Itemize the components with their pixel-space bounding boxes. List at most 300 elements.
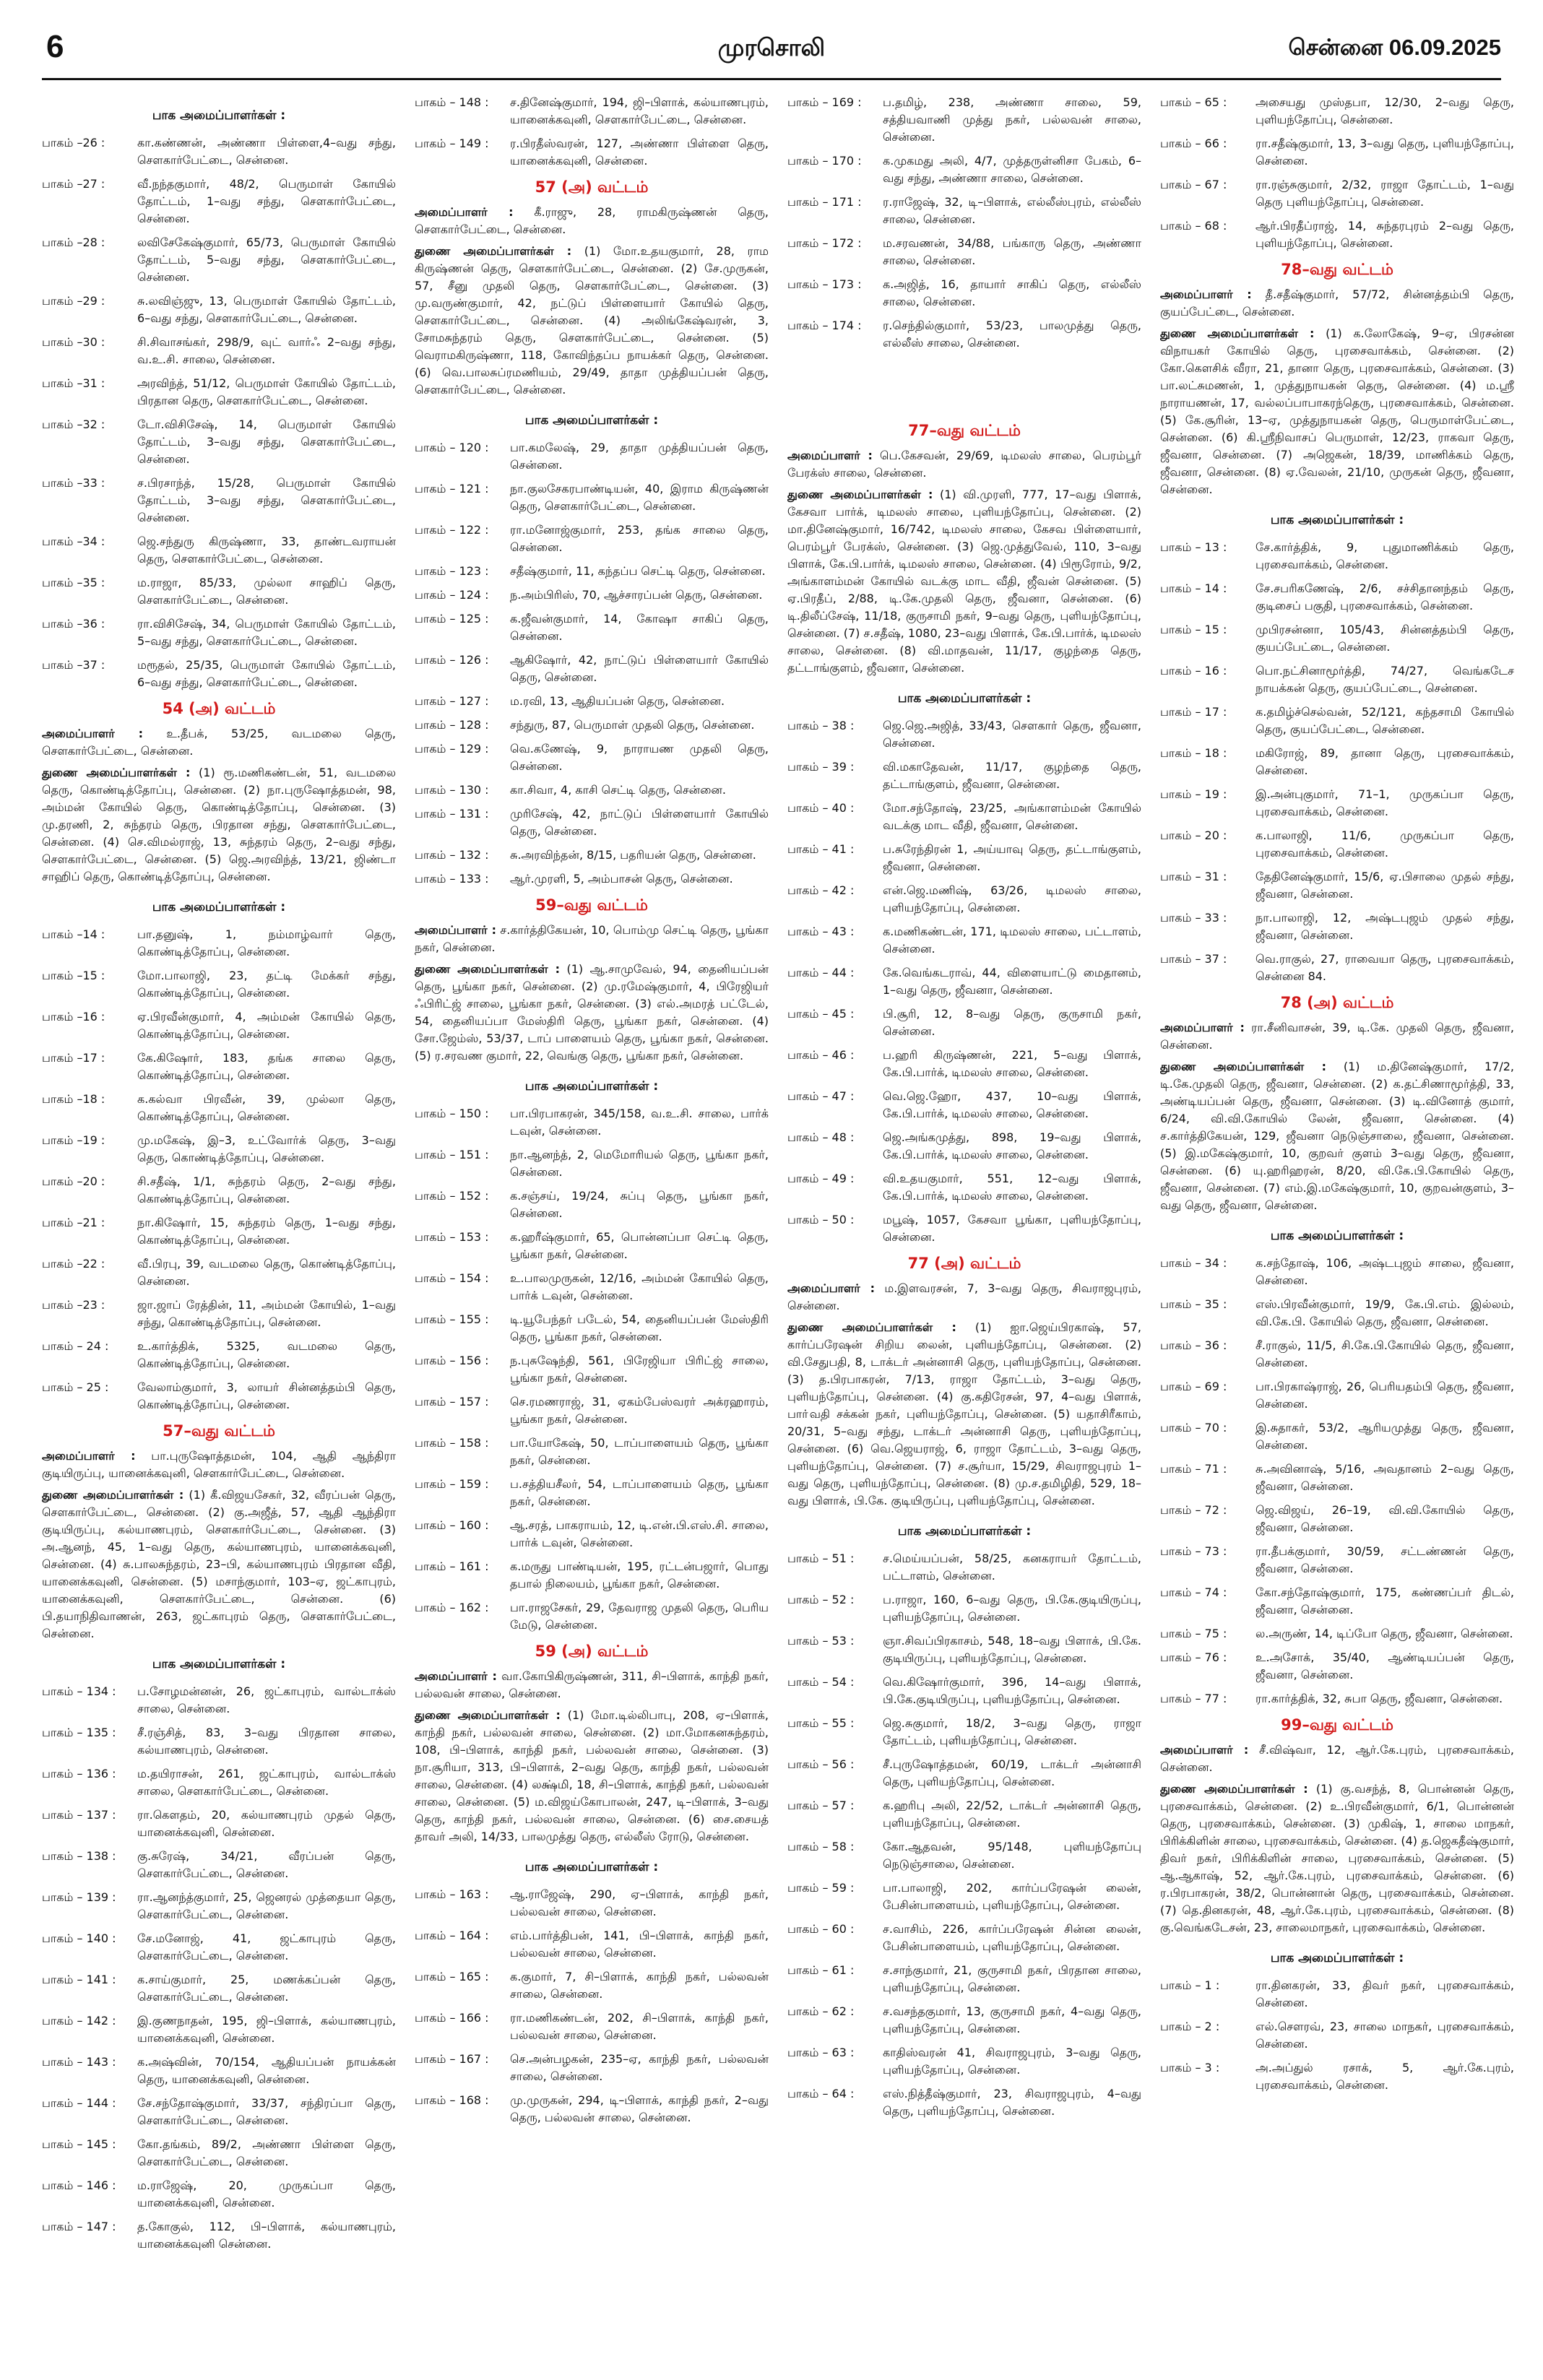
booth-organiser-details: செ.அன்பழகன், 235–ஏ, காந்தி நகர், பல்லவன் சாலை, சென்னை. (510, 2052, 769, 2083)
booth-organiser-details: உ.பாலமுருகன், 12/16, அம்மன் கோயில் தெரு, பார்க் டவுன், சென்னை. (510, 1271, 769, 1302)
booth-number: பாகம் – 40 : (787, 801, 855, 815)
booth-organiser-details: ஆர்.பிரதீப்ராஜ், 14, சுந்தரபுரம் 2–வது தெரு, புளியந்தோப்பு, சென்னை. (1255, 219, 1514, 250)
booth-organiser-details: கா.சிவா, 4, காசி செட்டி தெரு, சென்னை. (510, 783, 726, 797)
booth-entry (1160, 662, 1514, 697)
booth-organiser-details: ச.சாந்குமார், 21, குருசாமி நகர், பிரதான சாலை, புளியந்தோப்பு, சென்னை. (883, 1963, 1141, 1994)
booth-organiser-details: எல்.சௌரவ், 23, சாலை மாநகர், புரசைவாக்கம், சென்னை. (1255, 2020, 1514, 2051)
booth-organiser-details: ரா.மணிகண்டன், 202, சி–பிளாக், காந்தி நகர், பல்லவன் சாலை, சென்னை. (510, 2011, 769, 2042)
booth-number: பாகம் – 155 : (415, 1312, 489, 1326)
booth-number: பாகம் – 45 : (787, 1007, 855, 1021)
booth-entry (42, 926, 396, 961)
organiser-role-label: அமைப்பாளர் : (415, 205, 514, 219)
booth-number: பாகம் – 145 : (42, 2137, 116, 2151)
booth-organiser-details: வெ.ராகுல், 27, ராவையா தெரு, புரசைவாக்கம், சென்னை 84. (1255, 952, 1514, 983)
booth-organiser-details: ஆகிஷோர், 42, நாட்டுப் பிள்ளையார் கோயில் தெரு, சென்னை. (510, 653, 769, 684)
booth-entry (42, 334, 396, 368)
booth-entry (1160, 539, 1514, 574)
booth-organiser-details: வி.உதயகுமார், 551, 12–வது பிளாக், கே.பி.பார்க், டிமலஸ் சாலை, சென்னை. (883, 1172, 1141, 1203)
booth-number: பாகம் –31 : (42, 376, 105, 390)
booth-entry (415, 1886, 769, 1921)
booth-number: பாகம் – 67 : (1160, 178, 1227, 191)
booth-entry (42, 1214, 396, 1249)
booth-number: பாகம் – 14 : (1160, 581, 1227, 595)
booth-organisers-heading: பாக அமைப்பாளர்கள் : (1270, 1229, 1404, 1243)
booth-number: பாகம் –32 : (42, 417, 105, 431)
booth-number: பாகம் – 20 : (1160, 828, 1227, 842)
booth-organiser-details: நா.ஆனந்த், 2, மெமோரியல் தெரு, பூங்கா நகர், சென்னை. (510, 1148, 769, 1179)
organiser-role-label: துணை அமைப்பாளர்கள் : (1160, 1060, 1326, 1073)
booth-organisers-heading: பாக அமைப்பாளர்கள் : (152, 900, 286, 914)
booth-organiser-details: சே.சபரிகணேஷ், 2/6, சச்சிதானந்தம் தெரு, குடிசைப் பகுதி, புரசைவாக்கம், சென்னை. (1255, 581, 1514, 613)
booth-entry (787, 882, 1141, 917)
booth-organiser-details: வெ.கணேஷ், 9, நாராயண முதலி தெரு, சென்னை. (510, 742, 769, 773)
booth-organiser-details: ஜெ.ஜெ.அஜித், 33/43, சௌகார் தெரு, ஜீவனா, சென்னை. (883, 719, 1141, 750)
booth-organiser-details: நா.கிஷோர், 15, சுந்தரம் தெரு, 1–வது சந்து, கொண்டித்தோப்பு, சென்னை. (137, 1216, 396, 1247)
organiser-paragraph (42, 1487, 396, 1643)
booth-organiser-details: கோ.தங்கம், 89/2, அண்ணா பிள்ளை தெரு, சௌகார்பேட்டை, சென்னை. (137, 2137, 396, 2168)
booth-organiser-details: கா.கண்ணன், அண்ணா பிள்ளை,4–வது சந்து, சௌகார்பேட்டை, சென்னை. (137, 136, 396, 167)
booth-organisers-heading: பாக அமைப்பாளர்கள் : (524, 1079, 659, 1094)
organiser-details: (1) ரூ.மணிகண்டன், 51, வடமலை தெரு, கொண்டித்தோப்பு, சென்னை. (2) நா.புருஷோத்தமன், 98, அம்மன் கோயில் தெரு, கொண்டித்தோப்பு, சென்னை. (3) மு.தரணி, 2, சுந்தரம் தெரு, பிரதான சந்து, சௌகார்பேட்டை, சென்னை. (4) செ.விமல்ராஜ், 13, சுந்தரம் தெரு, 2–வது சந்து, சௌகார்பேட்டை, சென்னை. (5) ஜெ.அரவிந்த், 13/21, ஜிண்டா சாஹிப் தெரு, கொண்டித்தோப்பு, சென்னை. (42, 766, 396, 883)
booth-number: பாகம் – 19 : (1160, 787, 1227, 801)
column-1 (42, 94, 396, 2366)
booth-organiser-details: ரா.கார்த்திக், 32, சுபா தெரு, ஜீவனா, சென்னை. (1255, 1692, 1503, 1705)
booth-organiser-details: மகிரோஜ், 89, தானா தெரு, புரசைவாக்கம், சென்னை. (1255, 746, 1514, 777)
booth-entry (787, 194, 1141, 228)
booth-number: பாகம் – 128 : (415, 718, 489, 732)
booth-entry (42, 2218, 396, 2253)
booth-entry (1160, 1419, 1514, 1454)
booth-number: பாகம் – 17 : (1160, 705, 1227, 719)
booth-organiser-details: செ.ரமணராஜ், 31, ஏகம்பேஸ்வரர் அக்ரஹாரம், பூங்கா நகர், சென்னை. (510, 1395, 769, 1426)
organiser-role-label: அமைப்பாளர் : (787, 449, 873, 462)
booth-number: பாகம் – 140 : (42, 1931, 116, 1945)
booth-entry (42, 1848, 396, 1882)
booth-entry (787, 1797, 1141, 1832)
booth-number: பாகம் – 70 : (1160, 1421, 1227, 1435)
booth-entry (1160, 868, 1514, 903)
booth-entry (415, 1270, 769, 1304)
booth-organiser-details: ம.ரவி, 13, ஆதியப்பன் தெரு, சென்னை. (510, 694, 725, 708)
booth-organiser-details: எம்.பார்த்திபன், 141, பி–பிளாக், காந்தி நகர், பல்லவன் சாலை, சென்னை. (510, 1929, 769, 1960)
booth-number: பாகம் – 167 : (415, 2052, 489, 2066)
booth-entry (415, 1393, 769, 1428)
booth-entry (787, 964, 1141, 999)
booth-entry (42, 2012, 396, 2047)
booth-number: பாகம் –14 : (42, 927, 105, 941)
booth-organiser-details: மரூதல், 25/35, பெருமாள் கோயில் தோட்டம், 6–வது சந்து, சௌகார்பேட்டை, சென்னை. (137, 658, 396, 689)
organiser-role-label: அமைப்பாளர் : (42, 1449, 136, 1463)
booth-number: பாகம் – 44 : (787, 966, 855, 979)
booth-entry (42, 1806, 396, 1841)
column-4 (1160, 94, 1514, 2366)
booth-entry (415, 805, 769, 840)
booth-organiser-details: வீ.நந்தகுமார், 48/2, பெருமாள் கோயில் தோட்டம், 1–வது சந்து, சௌகார்பேட்டை, சென்னை. (137, 177, 396, 225)
booth-entry (42, 134, 396, 169)
booth-entry (787, 2003, 1141, 2038)
booth-number: பாகம் – 136 : (42, 1767, 116, 1780)
organiser-paragraph (1160, 1058, 1514, 1214)
booth-organiser-details: எஸ்.நித்தீஷ்குமார், 23, சிவராஜபுரம், 4–வது தெரு, புளியந்தோப்பு, சென்னை. (883, 2087, 1141, 2118)
organiser-role-label: அமைப்பாளர் : (1160, 287, 1252, 301)
ward-heading: 78 (அ) வட்டம் (1280, 994, 1394, 1011)
booth-number: பாகம் – 130 : (415, 783, 489, 797)
booth-number: பாகம் – 74 : (1160, 1585, 1227, 1599)
booth-entry (1160, 1502, 1514, 1536)
booth-entry (1160, 1461, 1514, 1495)
booth-entry (787, 1632, 1141, 1667)
booth-organiser-details: டோ.விசிசேஷ், 14, பெருமாள் கோயில் தோட்டம், 3–வது சந்து, சௌகார்பேட்டை, சென்னை. (137, 417, 396, 466)
booth-entry (42, 1297, 396, 1331)
booth-entry (787, 923, 1141, 958)
booth-number: பாகம் – 126 : (415, 653, 489, 667)
booth-organisers-heading: பாக அமைப்பாளர்கள் : (524, 1860, 659, 1874)
booth-organiser-details: சந்துரு, 87, பெருமாள் முதலி தெரு, சென்னை. (510, 718, 755, 732)
masthead (42, 29, 1501, 80)
booth-entry (787, 94, 1141, 146)
booth-organiser-details: மபூஷ், 1057, கேசவா பூங்கா, புளியந்தோப்பு, சென்னை. (883, 1213, 1141, 1244)
booth-entry (1160, 176, 1514, 211)
booth-number: பாகம் – 121 : (415, 482, 489, 496)
booth-organiser-details: சீ.புருஷோத்தமன், 60/19, டாக்டர் அன்னாசி தெரு, புளியந்தோப்பு, சென்னை. (883, 1757, 1141, 1788)
booth-entry (1160, 1543, 1514, 1578)
organiser-role-label: அமைப்பாளர் : (787, 1281, 875, 1295)
organiser-role-label: துணை அமைப்பாளர்கள் : (415, 1708, 561, 1722)
organiser-paragraph (415, 922, 769, 956)
booth-number: பாகம் – 168 : (415, 2093, 489, 2107)
organiser-role-label: அமைப்பாளர் : (42, 727, 143, 740)
ward-heading: 57 (அ) வட்டம் (535, 178, 649, 196)
booth-entry (415, 1105, 769, 1140)
organiser-role-label: அமைப்பாளர் : (1160, 1021, 1245, 1034)
booth-organiser-details: க.அஷ்வின், 70/154, ஆதியப்பன் நாயக்கன் தெரு, யானைக்கவுனி, சென்னை. (137, 2055, 396, 2086)
organiser-details: (1) வி.முரளி, 777, 17–வது பிளாக், கேசவா பார்க், டிமலஸ் சாலை, புளியந்தோப்பு, சென்னை. (2) மா.தினேஷ்குமார், 16/742, டிமலஸ் சாலை, கேசவ பிள்ளையார், பெரம்பூர் பேரக்ஸ், சென்னை. (3) ஜெ.முத்துவேல், 110, 3–வது பிளாக், கே.பி.பார்க், டிமலஸ் சாலை, சென்னை. (4) பிரூரோம், 9/2, அங்காளம்மன் கோயில் வடக்கு மாட வீதி, ஜீவன் சென்னை. (5) ஏ.பிரதீப், 2/88, டி.கே.முதலி தெரு, ஜீவனா, சென்னை. (6) டி.திலீப்சேஷ், 11/18, குருசாமி நகர், 9–வது தெரு, புளியந்தோப்பு, சென்னை. (7) ச.சதீஷ், 1080, 23–வது பிளாக், கே.பி.பார்க், டிமலஸ் சாலை, சென்னை. (8) வி.மாதவன், 11/17, குழந்தை தெரு, தட்டாங்குளம், ஜீவனா, சென்னை. (787, 488, 1141, 675)
booth-number: பாகம் – 135 : (42, 1726, 116, 1739)
booth-entry (1160, 704, 1514, 738)
booth-entry (415, 1435, 769, 1469)
booth-organiser-details: பா.பிரபாகரன், 345/158, வ.உ.சி. சாலை, பார்க் டவுன், சென்னை. (510, 1107, 769, 1138)
booth-organiser-details: கே.கிஷோர், 183, தங்க சாலை தெரு, கொண்டித்தோப்பு, சென்னை. (137, 1051, 396, 1082)
booth-organiser-details: ச.பிரசாந்த், 15/28, பெருமாள் கோயில் தோட்டம், 3–வது சந்து, சௌகார்பேட்டை, சென்னை. (137, 476, 396, 524)
organiser-paragraph (1160, 1741, 1514, 1776)
booth-number: பாகம் – 18 : (1160, 746, 1227, 760)
booth-entry (1160, 1337, 1514, 1372)
booth-entry (42, 1173, 396, 1208)
booth-number: பாகம் – 62 : (787, 2004, 855, 2018)
booth-number: பாகம் – 157 : (415, 1395, 489, 1408)
booth-organiser-details: ப.சத்தியசீலர், 54, டாப்பாளையம் தெரு, பூங்கா நகர், சென்னை. (510, 1477, 769, 1508)
booth-entry (415, 439, 769, 474)
booth-organiser-details: பா.ராஜசேகர், 29, தேவராஜ முதலி தெரு, பெரிய மேடு, சென்னை. (510, 1601, 769, 1632)
booth-organiser-details: பி.சூரி, 12, 8–வது தெரு, குருசாமி நகர், சென்னை. (883, 1007, 1141, 1038)
booth-number: பாகம் – 52 : (787, 1593, 855, 1606)
booth-entry (42, 475, 396, 527)
booth-number: பாகம் – 158 : (415, 1436, 489, 1450)
booth-entry (1160, 786, 1514, 821)
booth-organiser-details: அ.அப்துல் ரசாக், 5, ஆர்.கே.புரம், புரசைவாக்கம், சென்னை. (1255, 2061, 1514, 2092)
booth-entry (415, 717, 769, 734)
booth-entry (1160, 135, 1514, 170)
booth-number: பாகம் – 1 : (1160, 1978, 1220, 1992)
booth-number: பாகம் – 151 : (415, 1148, 489, 1161)
booth-number: பாகம் – 131 : (415, 807, 489, 821)
booth-organiser-details: சீ.ரஞ்சித், 83, 3–வது பிரதான சாலை, கல்யாணபுரம், சென்னை. (137, 1726, 396, 1757)
booth-entry (415, 1229, 769, 1263)
booth-number: பாகம் – 154 : (415, 1271, 489, 1285)
booth-organiser-details: ஜெ.அங்கமுத்து, 898, 19–வது பிளாக், கே.பி.பார்க், டிமலஸ் சாலை, சென்னை. (883, 1130, 1141, 1161)
booth-entry (787, 1674, 1141, 1708)
booth-number: பாகம் – 68 : (1160, 219, 1227, 233)
booth-entry (1160, 621, 1514, 656)
booth-entry (1160, 1296, 1514, 1330)
ward-heading: 54 (அ) வட்டம் (162, 700, 276, 717)
booth-organiser-details: ஜெ.விஜய், 26–19, வி.வி.கோயில் தெரு, ஜீவனா, சென்னை. (1255, 1503, 1514, 1534)
booth-entry (42, 533, 396, 568)
booth-number: பாகம் – 163 : (415, 1887, 489, 1901)
booth-entry (42, 1889, 396, 1924)
booth-entry (787, 317, 1141, 352)
booth-organiser-details: க.அஜித், 16, தாயார் சாகிப் தெரு, எல்லீஸ் சாலை, சென்னை. (883, 277, 1141, 308)
booth-organiser-details: அரவிந்த், 51/12, பெருமாள் கோயில் தோட்டம், பிரதான தெரு, சௌகார்பேட்டை, சென்னை. (137, 376, 396, 407)
booth-number: பாகம் – 54 : (787, 1675, 855, 1689)
booth-organiser-details: ஜெ.சந்துரு கிருஷ்ணா, 33, தாண்டவராயன் தெரு, சௌகார்பேட்டை, சென்னை. (137, 535, 396, 566)
organiser-paragraph (1160, 1019, 1514, 1054)
booth-number: பாகம் –23 : (42, 1298, 105, 1312)
booth-entry (415, 94, 769, 129)
organiser-paragraph (415, 204, 769, 238)
booth-number: பாகம் – 162 : (415, 1601, 489, 1614)
booth-number: பாகம் –20 : (42, 1174, 105, 1188)
booth-organiser-details: க.சந்தோஷ், 106, அஷ்டபுஜம் சாலை, ஜீவனா, சென்னை. (1255, 1256, 1514, 1287)
organiser-paragraph (1160, 1780, 1514, 1937)
booth-entry (42, 967, 396, 1002)
booth-organiser-details: வெ.கிஷோர்குமார், 396, 14–வது பிளாக், பி.கே.குடியிருப்பு, புளியந்தோப்பு, சென்னை. (883, 1675, 1141, 1706)
booth-number: பாகம் – 156 : (415, 1354, 489, 1367)
booth-number: பாகம் –22 : (42, 1257, 105, 1271)
column-gap (787, 358, 1141, 413)
booth-organiser-details: கோ.ஆதவன், 95/148, புளியந்தோப்பு நெடுஞ்சாலை, சென்னை. (883, 1840, 1141, 1871)
booth-organiser-details: வீ.பிரபு, 39, வடமலை தெரு, கொண்டித்தோப்பு, சென்னை. (137, 1257, 396, 1288)
booth-entry (1160, 217, 1514, 252)
booth-number: பாகம் – 77 : (1160, 1692, 1227, 1705)
booth-number: பாகம் – 66 : (1160, 137, 1227, 150)
ward-heading: 77 (அ) வட்டம் (907, 1255, 1021, 1272)
booth-entry (42, 657, 396, 691)
booth-organiser-details: ந.புசுஷேந்தி, 561, பிரேஜியா பிரிட்ஜ் சாலை, பூங்கா நகர், சென்னை. (510, 1354, 769, 1385)
booth-organisers-heading: பாக அமைப்பாளர்கள் : (152, 108, 286, 123)
booth-organiser-details: ந.அம்பிரிஸ், 70, ஆச்சாரப்பன் தெரு, சென்னை. (510, 588, 763, 602)
booth-organiser-details: ரா.சதீஷ்குமார், 13, 3–வது தெரு, புளியந்தோப்பு, சென்னை. (1255, 137, 1514, 168)
booth-entry (787, 1756, 1141, 1791)
booth-entry (1160, 1625, 1514, 1643)
booth-entry (415, 782, 769, 799)
booth-entry (42, 2177, 396, 2212)
booth-entry (415, 2009, 769, 2044)
booth-entry (787, 1047, 1141, 1081)
booth-organiser-details: ம.ராஜா, 85/33, முல்லா சாஹிப் தெரு, சௌகார்பேட்டை, சென்னை. (137, 576, 396, 607)
article-columns (42, 94, 1514, 2366)
booth-entry (787, 1715, 1141, 1749)
booth-entry (42, 1379, 396, 1414)
booth-entry (42, 1971, 396, 2006)
booth-organiser-details: ஏ.பிரவீன்குமார், 4, அம்மன் கோயில் தெரு, கொண்டித்தோப்பு, சென்னை. (137, 1010, 396, 1041)
booth-number: பாகம் – 124 : (415, 588, 489, 602)
booth-number: பாகம் – 60 : (787, 1922, 855, 1936)
booth-organiser-details: சு.அவினாஷ், 5/16, அவதானம் 2–வது தெரு, ஜீவனா, சென்னை. (1255, 1462, 1514, 1493)
organiser-paragraph (415, 1707, 769, 1845)
booth-entry (787, 758, 1141, 793)
column-2 (415, 94, 769, 2366)
booth-entry (787, 235, 1141, 269)
booth-entry (1160, 2059, 1514, 2094)
booth-entry (787, 800, 1141, 834)
booth-number: பாகம் – 160 : (415, 1518, 489, 1532)
booth-number: பாகம் – 127 : (415, 694, 489, 708)
booth-number: பாகம் – 171 : (787, 195, 862, 209)
booth-organiser-details: ரா.கௌதம், 20, கல்யாணபுரம் முதல் தெரு, யானைக்கவுனி, சென்னை. (137, 1808, 396, 1839)
booth-entry (415, 610, 769, 645)
booth-number: பாகம் –35 : (42, 576, 105, 589)
booth-entry (787, 152, 1141, 187)
booth-number: பாகம் –16 : (42, 1010, 105, 1024)
booth-number: பாகம் – 150 : (415, 1107, 489, 1120)
organiser-details: (1) ஆ.சாமுவேல், 94, தைனியப்பன் தெரு, பூங்கா நகர், சென்னை. (2) மு.ரமேஷ்குமார், 4, பிரேஜியர் ஃபிரிட்ஜ் சாலை, பூங்கா நகர், சென்னை. (3) எல்.அமரத் பட்டேல், 54, தைனியப்பா மேஸ்திரி தெரு, பூங்கா நகர், சென்னை. (4) சோ.ஜேம்ஸ், 53/37, டாப் பாளையம் தெரு, பூங்கா நகர், சென்னை. (5) ர.சரவண குமார், 22, வெங்கு தெரு, பூங்கா நகர், சென்னை. (415, 962, 769, 1063)
booth-organiser-details: வி.மகாதேவன், 11/17, குழந்தை தெரு, தட்டாங்குளம், ஜீவனா, சென்னை. (883, 760, 1141, 791)
booth-number: பாகம் – 38 : (787, 719, 855, 732)
booth-organiser-details: சே.மனோஜ், 41, ஜட்காபுரம் தெரு, சௌகார்பேட்டை, சென்னை. (137, 1931, 396, 1963)
organiser-details: ச.கார்த்திகேயன், 10, பொம்மு செட்டி தெரு, பூங்கா நகர், சென்னை. (415, 923, 769, 954)
booth-organiser-details: ம.சரவணன், 34/88, பங்காரு தெரு, அண்ணா சாலை, சென்னை. (883, 236, 1141, 267)
booth-number: பாகம் – 73 : (1160, 1544, 1227, 1558)
booth-number: பாகம் – 174 : (787, 319, 862, 332)
booth-organiser-details: உ.கார்த்திக், 5325, வடமலை தெரு, கொண்டித்தோப்பு, சென்னை. (137, 1339, 396, 1370)
booth-entry (1160, 1584, 1514, 1619)
booth-entry (1160, 909, 1514, 944)
booth-organiser-details: க.மணிகண்டன், 171, டிமலஸ் சாலை, பட்டாளம், சென்னை. (883, 925, 1141, 956)
booth-number: பாகம் – 43 : (787, 925, 855, 938)
organiser-paragraph (787, 1319, 1141, 1510)
booth-number: பாகம் –29 : (42, 294, 105, 308)
booth-number: பாகம் – 58 : (787, 1840, 855, 1853)
booth-entry (787, 1170, 1141, 1205)
booth-organiser-details: பொ.நட்சினாமூர்த்தி, 74/27, வெங்கடேச நாயக்கன் தெரு, குயப்பேட்டை, சென்னை. (1255, 664, 1514, 695)
organiser-paragraph (42, 725, 396, 760)
organiser-role-label: துணை அமைப்பாளர்கள் : (1160, 1782, 1308, 1796)
ward-heading: 59–வது வட்டம் (535, 896, 648, 914)
booth-entry (42, 1132, 396, 1167)
booth-entry (415, 587, 769, 604)
booth-organiser-details: ஆ.ராஜேஷ், 290, ஏ–பிளாக், காந்தி நகர், பல்லவன் சாலை, சென்னை. (510, 1887, 769, 1918)
booth-organiser-details: சி.சிவாசங்கர், 298/9, வுட் வார்ஃ 2–வது சந்து, வ.உ.சி. சாலை, சென்னை. (137, 335, 396, 366)
booth-organiser-details: கோ.சந்தோஷ்குமார், 175, கண்ணப்பர் திடல், ஜீவனா, சென்னை. (1255, 1585, 1514, 1617)
booth-organiser-details: பா.பிரகாஷ்ராஜ், 26, பெரியதம்பி தெரு, ஜீவனா, சென்னை. (1255, 1380, 1514, 1411)
booth-entry (787, 1550, 1141, 1585)
booth-number: பாகம் –33 : (42, 476, 105, 490)
booth-organiser-details: ம.ராஜேஷ், 20, முருகப்பா தெரு, யானைக்கவுனி, சென்னை. (137, 2178, 396, 2210)
organiser-role-label: அமைப்பாளர் : (1160, 1743, 1249, 1757)
booth-number: பாகம் – 57 : (787, 1799, 855, 1812)
booth-organiser-details: வேலாம்குமார், 3, லாயர் சின்னத்தம்பி தெரு, கொண்டித்தோப்பு, சென்னை. (137, 1380, 396, 1411)
booth-entry (42, 1930, 396, 1965)
booth-entry (787, 1838, 1141, 1873)
booth-entry (1160, 580, 1514, 615)
booth-organiser-details: க.குமார், 7, சி–பிளாக், காந்தி நகர், பல்லவன் சாலை, சென்னை. (510, 1970, 769, 2001)
booth-number: பாகம் – 129 : (415, 742, 489, 756)
booth-number: பாகம் – 35 : (1160, 1297, 1227, 1311)
booth-organiser-details: ப.ஹரி கிருஷ்ணன், 221, 5–வது பிளாக், கே.பி.பார்க், டிமலஸ் சாலை, சென்னை. (883, 1048, 1141, 1079)
organiser-role-label: துணை அமைப்பாளர்கள் : (787, 488, 933, 501)
booth-organiser-details: வெ.ஜெ.ஹோ, 437, 10–வது பிளாக், கே.பி.பார்க், டிமலஸ் சாலை, சென்னை. (883, 1089, 1141, 1120)
booth-organiser-details: ஜா.ஜாப் ரேத்தின், 11, அம்மன் கோயில், 1–வது சந்து, கொண்டித்தோப்பு, சென்னை. (137, 1298, 396, 1329)
booth-number: பாகம் – 56 : (787, 1757, 855, 1771)
organiser-details: பா.புருஷோத்தமன், 104, ஆதி ஆந்திரா குடியிருப்பு, யானைக்கவுனி, சௌகார்பேட்டை, சென்னை. (42, 1449, 396, 1480)
booth-organiser-details: ப.சுரேந்திரன் 1, அய்யாவு தெரு, தட்டாங்குளம், ஜீவனா, சென்னை. (883, 842, 1141, 873)
booth-entry (787, 2044, 1141, 2079)
booth-number: பாகம் – 3 : (1160, 2061, 1220, 2074)
booth-entry (787, 1591, 1141, 1626)
booth-number: பாகம் – 146 : (42, 2178, 116, 2192)
booth-number: பாகம் – 46 : (787, 1048, 855, 1062)
booth-number: பாகம் –21 : (42, 1216, 105, 1229)
booth-organiser-details: ச.தினேஷ்குமார், 194, ஜி–பிளாக், கல்யாணபுரம், யானைக்கவுனி, சௌகார்பேட்டை, சென்னை. (510, 95, 769, 126)
booth-organiser-details: ர.ராஜேஷ், 32, டி–பிளாக், எல்லீஸ்புரம், எல்லீஸ் சாலை, சென்னை. (883, 195, 1141, 226)
booth-organiser-details: அசையது முஸ்தபா, 12/30, 2–வது தெரு, புளியந்தோப்பு, சென்னை. (1255, 95, 1514, 126)
organiser-details: (1) மோ.உதயகுமார், 28, ராம கிருஷ்ணன் தெரு, சௌகார்பேட்டை, சென்னை. (2) சே.முருகன், 57, சீனு முதலி தெரு, சௌகார்பேட்டை, சென்னை. (3) மு.வருண்குமார், 42, நட்டுப் பிள்ளையார் கோயில் தெரு, சௌகார்பேட்டை, சென்னை. (4) அலிங்கேஷ்வரன், 3, சோமசுந்தரம் தெரு, சௌகார்பேட்டை, சென்னை. (5) வெராமகிருஷ்ணா, 118, கோவிந்தப்ப நாயக்கர் தெரு, சென்னை. (6) வெ.பாலசுப்ரமணியம், 29/49, தாதா முத்தியப்பன் தெரு, சௌகார்பேட்டை, சென்னை. (415, 244, 769, 397)
organiser-details: (1) கீ.விஜயசேகர், 32, வீரப்பன் தெரு, சௌகார்பேட்டை, சென்னை. (2) கு.அஜீத், 57, ஆதி ஆந்திரா குடியிருப்பு, கல்யாணபுரம், சௌகார்பேட்டை, சென்னை. (3) அ.ஆனந், 45, 1–வது தெரு, கல்யாணபுரம், யானைக்கவுனி, சென்னை. (4) சு.பாலசுந்தரம், 23–பி, கல்யாணபுரம் பிரதான வீதி, யானைக்கவுனி, சென்னை. (5) மசாந்குமார், 103–ஏ, ஜட்காபுரம், யானைக்கவுனி, சௌகார்பேட்டை, சென்னை. (6) பி.தயாநிதிவாணன், 263, ஜட்காபுரம் தெரு, சௌகார்பேட்டை, சென்னை. (42, 1488, 396, 1640)
booth-entry (415, 1599, 769, 1634)
booth-organiser-details: மு.முருகன், 294, டி–பிளாக், காந்தி நகர், 2–வது தெரு, பல்லவன் சாலை, சென்னை. (510, 2093, 769, 2124)
booth-entry (1160, 1649, 1514, 1684)
booth-number: பாகம் – 76 : (1160, 1650, 1227, 1664)
booth-entry (42, 574, 396, 609)
booth-organiser-details: க.ஹரிபு அலி, 22/52, டாக்டர் அன்னாசி தெரு, புளியந்தோப்பு, சென்னை. (883, 1799, 1141, 1830)
booth-organiser-details: பா.பாலாஜி, 202, கார்ப்பரேஷன் லைன், பேசின்பாளையம், புளியந்தோப்பு, சென்னை. (883, 1881, 1141, 1912)
booth-organiser-details: பா.தனுஷ், 1, நம்மாழ்வார் தெரு, கொண்டித்தோப்பு, சென்னை. (137, 927, 396, 959)
booth-organiser-details: ரா.விசிசேஷ், 34, பெருமாள் கோயில் தோட்டம், 5–வது சந்து, சௌகார்பேட்டை, சென்னை. (137, 617, 396, 648)
booth-entry (415, 1311, 769, 1346)
ward-heading: 99–வது வட்டம் (1281, 1716, 1393, 1734)
booth-organiser-details: ஜெ.சுகுமார், 18/2, 3–வது தெரு, ராஜா தோட்டம், புளியந்தோப்பு, சென்னை. (883, 1716, 1141, 1747)
booth-entry (42, 293, 396, 327)
booth-number: பாகம் – 75 : (1160, 1627, 1227, 1640)
booth-number: பாகம் – 37 : (1160, 952, 1227, 966)
organiser-details: உ.தீபக், 53/25, வடமலை தெரு, சௌகார்பேட்டை, சென்னை. (42, 727, 396, 758)
booth-entry (42, 416, 396, 468)
booth-entry (42, 615, 396, 650)
organiser-details: (1) கு.வசந்த், 8, பொன்னன் தெரு, புரசைவாக்கம், சென்னை. (2) உ.பிரவீன்குமார், 6/1, பொன்னன் தெரு, புரசைவாக்கம், சென்னை. (3) முகிஷ், 1, சாலை மாநகர், பிரிக்கிளின் சாலை, புரசைவாக்கம், சென்னை. (4) த.ஜெகதீஷ்குமார், திவர் நகர், பிரிக்கிளின் சாலை, புரசைவாக்கம், சென்னை. (5) ஆ.ஆகாஷ், 52, ஆர்.கே.புரம், புரசைவாக்கம், சென்னை. (6) ர.பிரபாகரன், 38/2, பொன்னான் தெரு, புரசைவாக்கம், சென்னை. (7) தெ.தினகரன், 48, ஆர்.கே.புரம், புரசைவாக்கம், சென்னை. (8) கு.வெங்கடேசன், 23, சாலைமாநகர், புரசைவாக்கம், சென்னை. (1160, 1782, 1514, 1934)
ward-heading: 59 (அ) வட்டம் (535, 1643, 649, 1660)
booth-organiser-details: க.பாலாஜி, 11/6, முருகப்பா தெரு, புரசைவாக்கம், சென்னை. (1255, 828, 1514, 860)
booth-organiser-details: க.மருது பாண்டியன், 195, ரட்டன்பஜார், பொது தபால் நிலையம், பூங்கா நகர், சென்னை. (510, 1559, 769, 1591)
organiser-details: வா.கோபிகிருஷ்ணன், 311, சி–பிளாக், காந்தி நகர், பல்லவன் சாலை, சென்னை. (415, 1669, 769, 1700)
organiser-role-label: துணை அமைப்பாளர்கள் : (42, 1488, 184, 1502)
organiser-paragraph (787, 447, 1141, 482)
booth-entry (42, 2136, 396, 2171)
booth-organiser-details: க.சஞ்சய், 19/24, சுப்பு தெரு, பூங்கா நகர், சென்னை. (510, 1189, 769, 1220)
booth-organiser-details: ப.தமிழ், 238, அண்ணா சாலை, 59, சத்தியவாணி முத்து நகர், பல்லவன் சாலை, சென்னை. (883, 95, 1141, 144)
booth-number: பாகம் – 138 : (42, 1849, 116, 1863)
booth-number: பாகம் – 133 : (415, 872, 489, 886)
booth-entry (42, 1008, 396, 1043)
booth-organiser-details: ச.வாசிம், 226, கார்ப்பரேஷன் சின்ன லைன், பேசின்பாளையம், புளியந்தோப்பு, சென்னை. (883, 1922, 1141, 1953)
booth-number: பாகம் –17 : (42, 1051, 105, 1065)
organiser-paragraph (1160, 325, 1514, 498)
booth-number: பாகம் – 165 : (415, 1970, 489, 1983)
booth-number: பாகம் – 169 : (787, 95, 862, 109)
booth-organiser-details: த.கோகுல், 112, பி–பிளாக், கல்யாணபுரம், யானைக்கவுனி சென்னை. (137, 2220, 396, 2251)
booth-entry (42, 1724, 396, 1759)
booth-entry (415, 870, 769, 888)
